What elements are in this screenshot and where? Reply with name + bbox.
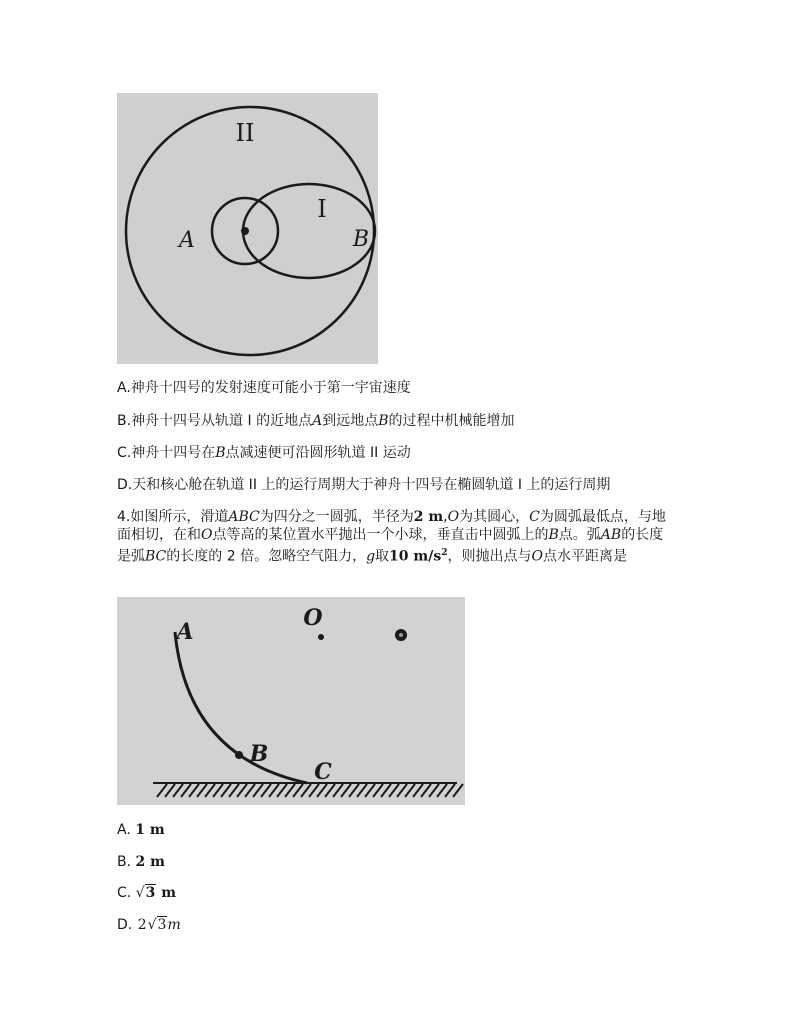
var-bc: BC [145,548,167,565]
var-o: O [201,527,213,543]
option-letter: B. [117,854,132,870]
q4-option-c [117,884,176,902]
var-o: O [447,509,460,525]
option-letter: C. [117,885,132,901]
q3-option-d [117,476,610,494]
g-value: 10 m/s [389,548,442,565]
option-coef: 2 [137,917,147,933]
ground-hatching [157,784,463,797]
var-b: B [215,445,226,461]
label-point-b: B [352,227,370,252]
var-o: O [531,548,543,565]
var-b: B [548,527,559,543]
stem-text: ，则抛出点与 [447,548,532,565]
option-text: 神舟十四号在 [131,445,216,461]
sqrt-sign: √ [147,917,157,933]
option-text: 神舟十四号的发射速度可能小于第一宇宙速度 [130,380,411,396]
stem-text: 为其圆心， [459,509,530,525]
stem-text: 为四分之一圆弧，半径为 [259,509,414,525]
earth-center-dot [241,227,249,235]
option-text: 到远地点 [322,413,379,429]
label-point-a: A [176,619,194,645]
q3-option-a [117,379,411,397]
q4-option-d [117,916,181,934]
q4-option-a [117,821,165,839]
option-value: 1 m [135,822,165,838]
stem-text: 如图所示，滑道 [130,509,229,525]
point-b-dot [235,751,243,759]
q3-option-c [117,444,411,462]
option-text: 的过程中机械能增加 [388,413,515,429]
sqrt-radicand: 3 [145,885,156,901]
slide-figure [117,597,465,805]
label-point-c: C [314,759,332,785]
slide-diagram [117,597,465,805]
question-number: 4. [117,509,131,525]
var-a: A [312,413,323,429]
slide-arc [175,632,307,783]
var-abc: ABC [228,509,260,525]
center-o-dot [318,634,324,640]
label-point-a: A [179,228,195,253]
stem-text: 点等高的某位置水平抛出一个小球，垂直击中圆弧上的 [212,527,549,543]
option-text: 点减速便可沿圆形轨道 II 运动 [225,445,411,461]
option-text: 天和核心舱在轨道 II 上的运行周期大于神舟十四号在椭圆轨道 I 上的运行周期 [132,477,611,493]
label-orbit-i: I [317,195,327,223]
label-orbit-ii: II [235,119,255,147]
option-unit: m [156,885,177,901]
stem-text: 取 [375,548,390,565]
question-4-stem [117,508,677,566]
stem-text: 点水平距离是 [542,548,627,565]
option-unit: m [167,917,181,933]
stem-text: 的长度的 2 倍。忽略空气阻力， [166,548,367,565]
sqrt-sign: √ [135,885,145,901]
stem-text: 为圆弧最低点，与地面相切，在和 [117,509,666,543]
q4-option-b [117,853,165,871]
option-letter: D. [117,477,133,493]
option-letter: A. [117,822,131,838]
radius-value: 2 m [413,509,444,525]
sqrt-radicand: 3 [157,917,167,933]
label-point-o: O [303,605,323,631]
var-g: g [366,548,376,565]
var-ab: AB [600,527,622,543]
stem-text: 点。弧 [558,527,601,543]
label-point-b: B [249,741,269,767]
ball-highlight [399,633,403,637]
g-exponent: 2 [441,548,448,558]
stem-text: , [443,509,448,525]
option-letter: A. [117,380,131,396]
stem-text: 的长度是弧 [117,527,664,565]
option-letter: B. [117,413,132,429]
q3-option-b [117,412,515,430]
orbit-diagram [117,93,378,364]
option-letter: D. [117,917,133,933]
option-value: 2 m [135,854,165,870]
var-c: C [529,509,540,525]
var-b: B [378,413,389,429]
orbit-figure [117,93,378,364]
option-text: 神舟十四号从轨道 I 的近地点 [131,413,313,429]
option-letter: C. [117,445,132,461]
